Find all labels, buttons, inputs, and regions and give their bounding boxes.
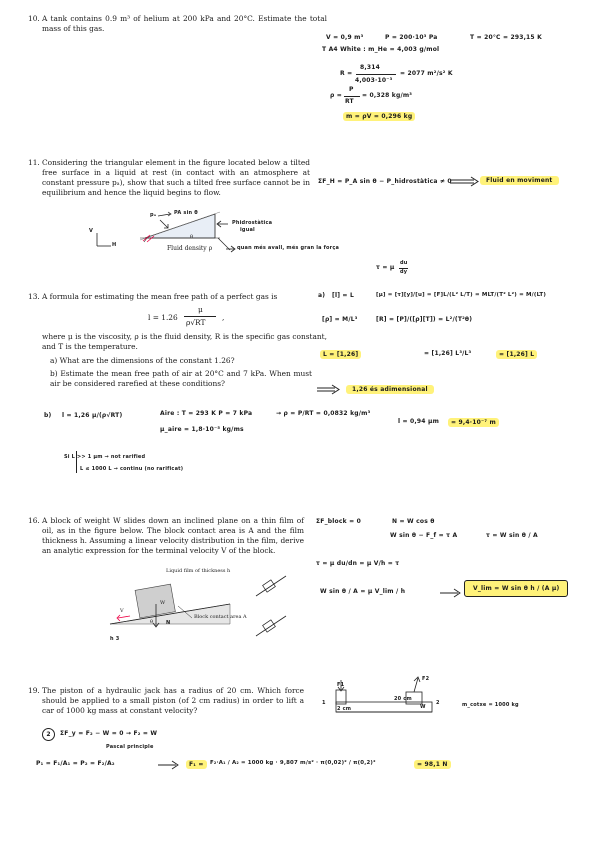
p16-tau-def: τ = μ du/dn = μ V/h = τ: [316, 560, 400, 567]
p19-answer: = 98,1 N: [414, 760, 451, 769]
p11-theta: θ: [190, 234, 194, 240]
p16-n-label: N: [166, 620, 171, 626]
p13-formula-bar: [184, 316, 216, 317]
problem-16-number: 16.: [28, 516, 40, 525]
p10-r-value: = 2077 m²/s² K: [400, 70, 453, 77]
p10-r-denominator: 4,003·10⁻³: [355, 77, 393, 84]
p11-implies-arrow: [450, 177, 480, 187]
p19-circle-2: 2: [436, 700, 440, 706]
p19-sum-fy: ΣF_y = F₂ − W = 0 → F₂ = W: [60, 730, 158, 737]
p11-axis-v: V: [89, 228, 94, 234]
problem-16-text: A block of weight W slides down an inclined plane on a thin film of oil, as in the figure below. The block contact area is A and the film thickness h. Assuming a linear velocity distribution in the film, derive an analytic expression for the terminal velocity V of the block.: [42, 516, 304, 555]
p13-tau-num: du: [400, 260, 408, 266]
p10-rho-denominator: RT: [345, 98, 354, 105]
p19-small-radius: 2 cm: [337, 706, 352, 712]
p13-b-answer: = 9,4·10⁻⁷ m: [448, 418, 499, 427]
p13-mu-air: μ_aire = 1,8·10⁻⁵ kg/ms: [160, 426, 244, 433]
p10-r-numerator: 8,314: [360, 64, 380, 71]
p10-answer: m = ρV = 0,296 kg: [343, 112, 415, 121]
p13-formula-denominator: ρ√RT: [186, 318, 206, 327]
p10-given-pressure: P = 200·10³ Pa: [385, 34, 438, 41]
p11-fluid-label: Fluid density ρ: [167, 245, 213, 252]
problem-11-text: Considering the triangular element in the figure located below a tilted free surface in a liquid at rest (in contact with an atmosphere at constant pressure pₐ), show that such a tilted free surface cannot be in equilibrium and hence the liquid begins to flow.: [42, 158, 310, 197]
p10-rho-label: ρ =: [330, 92, 343, 99]
p13-air-given: Aire : T = 293 K P = 7 kPa: [160, 410, 253, 417]
p10-r-fraction-bar: [356, 74, 396, 75]
p16-n-eq: N = W cos θ: [392, 518, 435, 525]
p13-tau-den: dy: [400, 269, 408, 275]
problem-19-number: 19.: [28, 686, 40, 695]
p11-pa-sin-label: PA sin θ: [174, 210, 198, 216]
p13-rt-dim: [R] = [P]/([ρ][T]) = L²/(T²θ): [376, 316, 473, 323]
p13-rho-dim: [ρ] = M/L³: [322, 316, 358, 323]
p16-freebody-sketch-2: [252, 612, 292, 642]
problem-13-text: A formula for estimating the mean free path of a perfect gas is: [42, 292, 278, 301]
p13-mu-dim: [μ] = [τ][y]/[u] = [F]L/(L² L/T) = MLT/(T² L²) = M/(LT): [376, 292, 547, 298]
p16-v-label: V: [120, 608, 124, 614]
p13-implies-arrow: [317, 385, 341, 395]
p13-conclusion: 1,26 és adimensional: [346, 385, 434, 394]
p13-formula-lhs: l = 1.26: [148, 313, 178, 322]
p16-tau-result: τ = W sin θ / A: [486, 532, 538, 539]
p11-pa-label: pₐ: [150, 212, 157, 218]
p10-rho-value: = 0,328 kg/m³: [362, 92, 413, 99]
p19-p-eq: P₁ = F₁/A₁ = P₂ = F₂/A₂: [36, 760, 115, 767]
p11-answer: Fluid en moviment: [480, 176, 559, 185]
p16-film-label: Liquid film of thickness h: [166, 568, 231, 574]
problem-10-text: A tank contains 0.9 m³ of helium at 200 kPa and 20°C. Estimate the total mass of this gas.: [42, 14, 327, 33]
p19-f1-expression: F₂·A₁ / A₂ = 1000 kg · 9,807 m/s² · π(0,02)² / π(0,2)²: [210, 760, 376, 766]
p16-freebody-sketch: [252, 572, 292, 602]
p13-a-l: [l] = L: [332, 292, 354, 299]
p16-answer: V_lim = W sin θ h / (A μ): [464, 580, 568, 597]
p13-l-eq: L = [1,26]: [320, 350, 361, 359]
p11-axes-icon: [93, 230, 113, 250]
p10-rho-fraction-bar: [344, 96, 360, 97]
p16-sum-f: ΣF_block = 0: [316, 518, 361, 525]
p19-f1-label-hl: F₁ =: [186, 760, 207, 769]
p13-formula-numerator: μ: [198, 305, 203, 314]
p19-w-label: W: [420, 704, 426, 710]
problem-13-text2: where μ is the viscosity, ρ is the fluid density, R is the specific gas constant, and T is the temperature.: [42, 332, 327, 351]
p13-case1: Si L >> 1 μm → not rarified: [64, 454, 146, 460]
p13-b-answer-pre: l = 0,94 μm: [398, 418, 440, 425]
problem-13-part-b: b) Estimate the mean free path of air at 20°C and 7 kPa. When must air be considered rarefied at these conditions?: [50, 369, 312, 388]
p11-figure: [110, 204, 310, 264]
p19-f2-label: F2: [422, 676, 430, 682]
problem-10-number: 10.: [28, 14, 40, 23]
p10-rho-numerator: P: [349, 86, 354, 93]
p19-arrow: [158, 760, 180, 770]
p16-balance: W sin θ / A = μ V_lim / h: [320, 588, 406, 595]
p16-theta: θ: [150, 619, 154, 625]
p11-note-arrow: [226, 245, 236, 253]
p13-l-result: = [1,26] L: [496, 350, 537, 359]
p13-b-label: b): [44, 412, 52, 419]
p13-case2: L ≤ 1000 L → continu (no rarificat): [80, 466, 184, 472]
p11-note: quan més avall, més gran la força: [237, 245, 340, 251]
p11-axis-h: H: [112, 242, 117, 248]
p11-equation: ΣF_H = P_A sin θ − P_hidrostàtica ≠ 0: [318, 178, 452, 185]
p10-r-label: R =: [340, 70, 353, 77]
problem-11-number: 11.: [28, 158, 40, 167]
p16-sketch-mark: h 3: [110, 636, 120, 642]
p19-circle-1: 1: [322, 700, 326, 706]
p10-given-volume: V = 0,9 m³: [326, 34, 364, 41]
p19-step-circle: 2: [42, 728, 55, 741]
p13-rho-air: → ρ = P/RT = 0,0832 kg/m³: [276, 410, 371, 417]
p19-car-mass: m_cotxe = 1000 kg: [462, 702, 519, 708]
p16-w-sin: W sin θ − F_f = τ A: [390, 532, 458, 539]
p16-w-label: W: [160, 600, 166, 606]
problem-19-text: The piston of a hydraulic jack has a radius of 20 cm. Which force should be applied to a small piston (of 2 cm radius) in order to lift a car of 1000 kg mass at constant velocity?: [42, 686, 304, 715]
p19-f1-label: F1: [337, 682, 345, 688]
problem-13-number: 13.: [28, 292, 40, 301]
p13-l-eq2: = [1,26] L³/L³: [424, 350, 472, 357]
p16-contact-label: Block contact area A: [194, 614, 247, 620]
p19-pascal: Pascal principle: [106, 744, 154, 750]
p16-arrow: [440, 588, 462, 598]
p10-tables: T A4 White : m_He = 4,003 g/mol: [322, 46, 440, 53]
p11-hydrostatic-label: Phidrostàtica: [232, 220, 273, 226]
problem-13-part-a: a) What are the dimensions of the constant 1.26?: [50, 356, 235, 365]
p10-given-temperature: T = 20°C = 293,15 K: [470, 34, 542, 41]
p19-big-radius: 20 cm: [394, 696, 412, 702]
p13-formula-end: ,: [222, 313, 225, 322]
p13-tau-top: τ = μ: [376, 264, 395, 271]
p13-b-formula: l = 1,26 μ/(ρ√RT): [62, 412, 123, 419]
p13-a-label: a): [318, 292, 326, 299]
p11-hydrostatic-sub: igual: [240, 227, 255, 233]
